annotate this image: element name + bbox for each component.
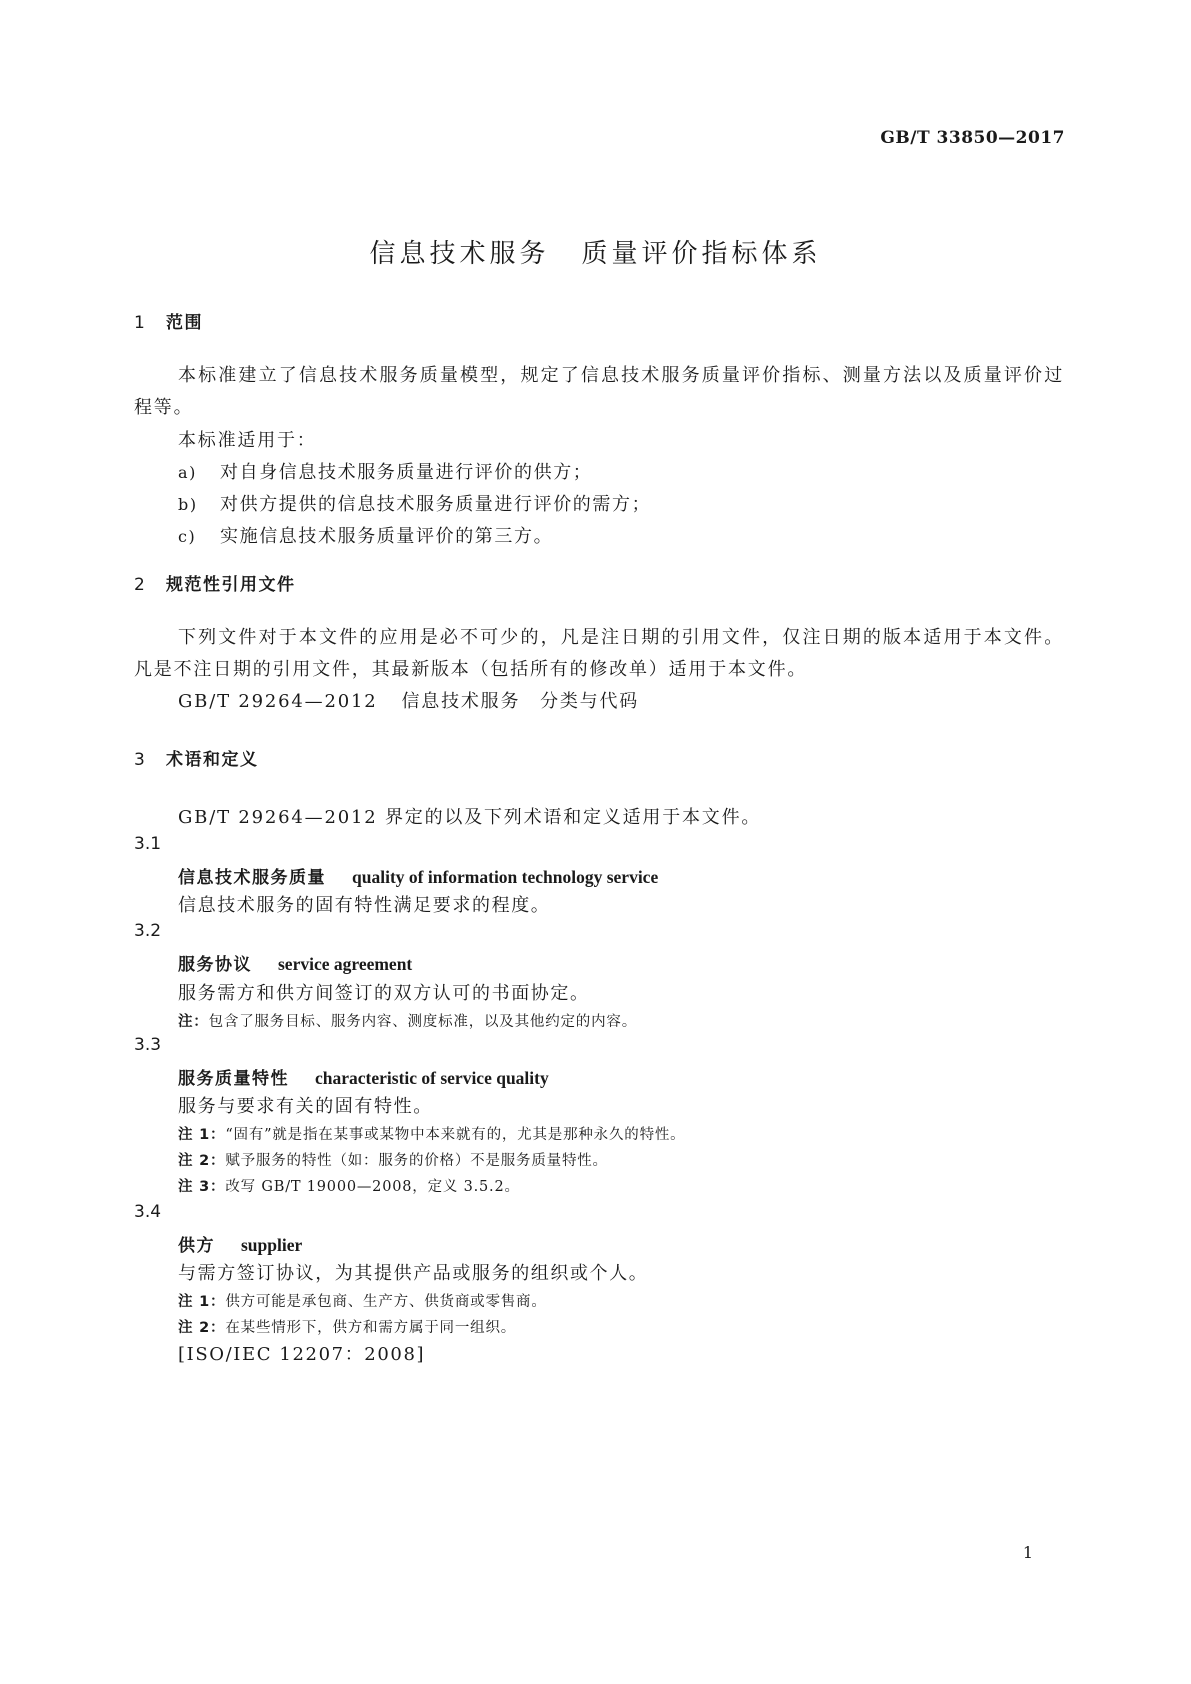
term-note — [178, 1175, 520, 1196]
term-heading — [178, 1231, 302, 1256]
term-en: characteristic of service quality — [315, 1068, 549, 1088]
list-text: 对自身信息技术服务质量进行评价的供方； — [220, 462, 593, 483]
reference-code: GB/T 29264—2012 — [178, 691, 378, 712]
section-title: 规范性引用文件 — [166, 575, 296, 595]
term-zh: 服务协议 — [178, 955, 252, 975]
section-2-paragraph: 下列文件对于本文件的应用是必不可少的，凡是注日期的引用文件，仅注日期的版本适用于本文件。凡是不注日期的引用文件，其最新版本（包括所有的修改单）适用于本文件。 — [134, 627, 1064, 680]
section-number: 3 — [134, 750, 147, 770]
term-number: 3.2 — [134, 921, 162, 941]
term-note — [178, 1010, 637, 1031]
term-zh: 供方 — [178, 1236, 215, 1256]
list-text: 对供方提供的信息技术服务质量进行评价的需方； — [220, 494, 652, 515]
list-marker: b) — [178, 495, 198, 514]
title-part-2: 质量评价指标体系 — [581, 239, 822, 269]
normative-reference — [178, 687, 639, 713]
note-label: 注 1： — [178, 1127, 226, 1143]
list-item — [178, 458, 592, 484]
term-definition: 服务与要求有关的固有特性。 — [178, 1096, 433, 1117]
term-heading — [178, 863, 658, 888]
term-zh: 服务质量特性 — [178, 1069, 289, 1089]
section-3-heading — [134, 745, 259, 770]
note-text: 供方可能是承包商、生产方、供货商或零售商。 — [225, 1294, 547, 1310]
term-number: 3.3 — [134, 1035, 162, 1055]
title-part-1: 信息技术服务 — [369, 239, 550, 269]
list-marker: a) — [178, 463, 197, 482]
page-number: 1 — [1022, 1543, 1033, 1562]
list-marker: c) — [178, 527, 197, 546]
reference-title: 信息技术服务 分类与代码 — [401, 691, 640, 712]
list-text: 实施信息技术服务质量评价的第三方。 — [220, 526, 554, 547]
term-source: [ISO/IEC 12207：2008] — [178, 1344, 426, 1365]
section-number: 2 — [134, 575, 147, 595]
term-note — [178, 1290, 547, 1311]
term-number: 3.4 — [134, 1202, 162, 1222]
term-zh: 信息技术服务质量 — [178, 868, 326, 888]
note-label: 注 3： — [178, 1179, 226, 1195]
term-number: 3.1 — [134, 834, 162, 854]
note-text: 赋予服务的特性（如：服务的价格）不是服务质量特性。 — [225, 1153, 608, 1169]
section-1-heading — [134, 308, 203, 333]
section-2-heading — [134, 570, 296, 595]
term-note — [178, 1316, 516, 1337]
term-note — [178, 1149, 608, 1170]
term-en: quality of information technology service — [352, 867, 659, 887]
note-label: 注： — [178, 1014, 209, 1030]
note-text: 包含了服务目标、服务内容、测度标准，以及其他约定的内容。 — [208, 1014, 638, 1030]
term-definition: 服务需方和供方间签订的双方认可的书面协定。 — [178, 983, 590, 1004]
document-title — [0, 233, 1191, 270]
section-3-intro: GB/T 29264—2012 界定的以及下列术语和定义适用于本文件。 — [178, 807, 762, 828]
note-label: 注 2： — [178, 1320, 226, 1336]
term-definition: 与需方签订协议，为其提供产品或服务的组织或个人。 — [178, 1263, 649, 1284]
note-text: 在某些情形下，供方和需方属于同一组织。 — [225, 1320, 517, 1336]
applicability-text: 本标准适用于： — [178, 430, 317, 451]
section-title: 术语和定义 — [166, 750, 259, 770]
term-en: service agreement — [278, 954, 413, 974]
term-definition: 信息技术服务的固有特性满足要求的程度。 — [178, 895, 551, 916]
note-label: 注 2： — [178, 1153, 226, 1169]
list-item — [178, 522, 553, 548]
note-text: 改写 GB/T 19000—2008，定义 3.5.2。 — [225, 1179, 520, 1195]
term-en: supplier — [241, 1235, 303, 1255]
list-item — [178, 490, 651, 516]
term-heading — [178, 1064, 549, 1089]
section-number: 1 — [134, 313, 147, 333]
section-1-paragraph: 本标准建立了信息技术服务质量模型，规定了信息技术服务质量评价指标、测量方法以及质量评价过程等。 — [134, 365, 1064, 418]
section-title: 范围 — [166, 313, 203, 333]
note-label: 注 1： — [178, 1294, 226, 1310]
note-text: “固有”就是指在某事或某物中本来就有的，尤其是那种永久的特性。 — [225, 1127, 686, 1143]
standard-number: GB/T 33850—2017 — [880, 128, 1065, 148]
term-note — [178, 1123, 685, 1144]
term-heading — [178, 950, 412, 975]
